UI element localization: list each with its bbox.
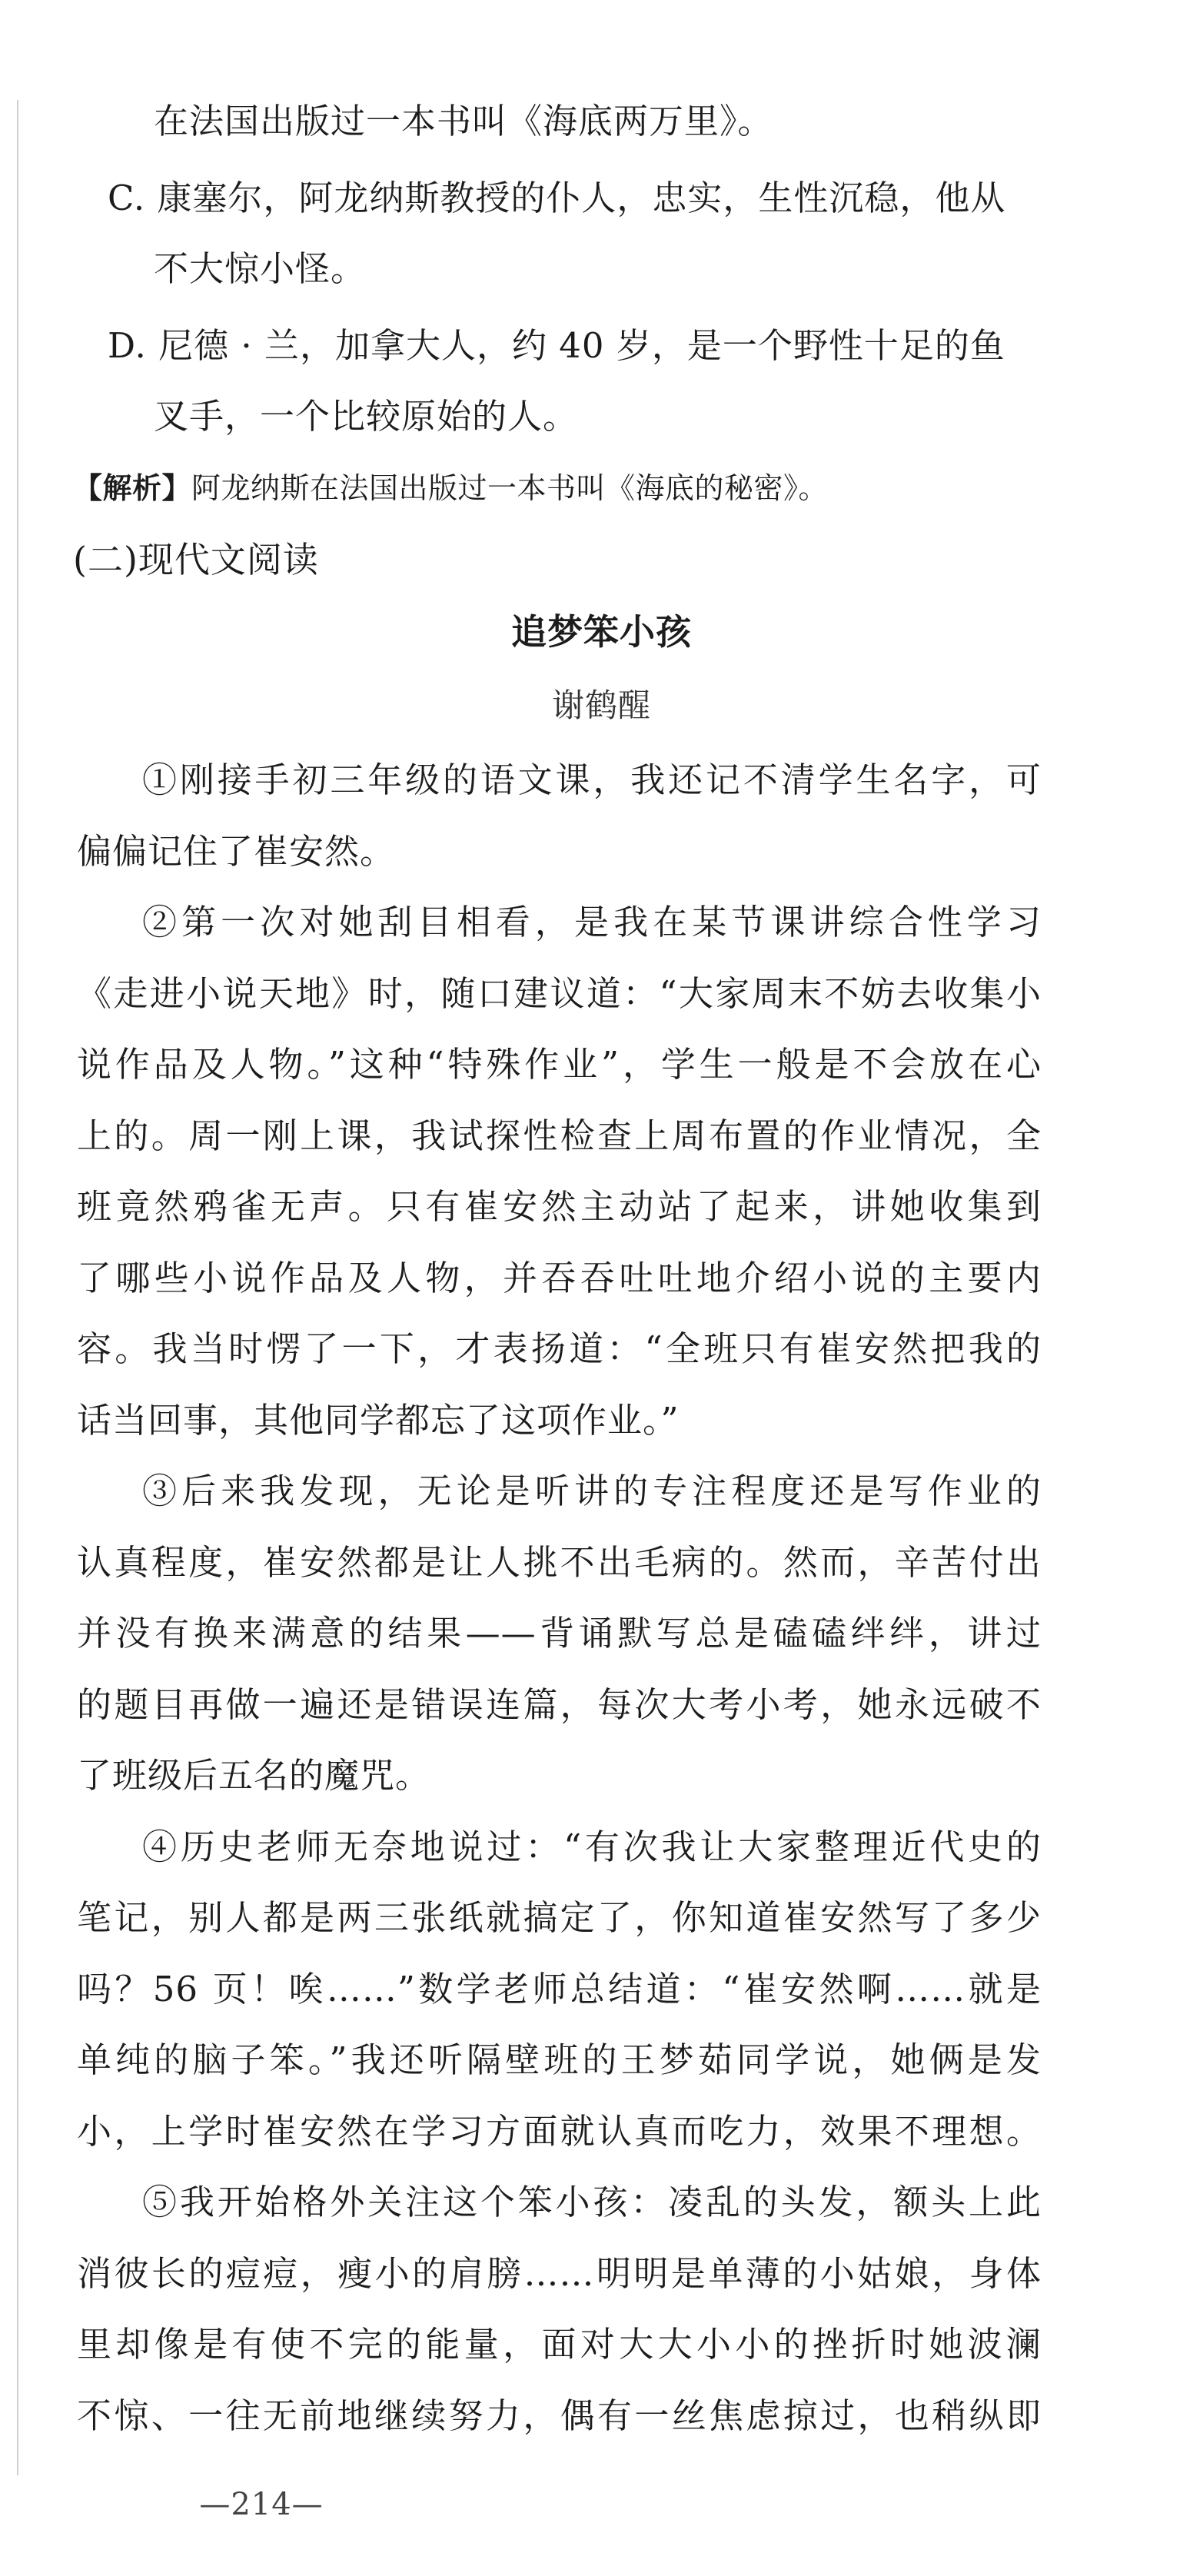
option-d-line1: D. 尼德 · 兰，加拿大人，约 40 岁，是一个野性十足的鱼 [108,325,1005,366]
option-c-line1: C. 康塞尔，阿龙纳斯教授的仆人，忠实，生性沉稳，他从 [108,178,1006,218]
article-line: 偏偏记住了崔安然。 [77,831,396,872]
article-line: 并没有换来满意的结果——背诵默写总是磕磕绊绊，讲过 [77,1613,1042,1654]
article-line: 认真程度，崔安然都是让人挑不出毛病的。然而，辛苦付出 [77,1542,1042,1583]
article-line: 班竟然鸦雀无声。只有崔安然主动站了起来，讲她收集到 [77,1186,1042,1227]
article-line: 不惊、一往无前地继续努力，偶有一丝焦虑掠过，也稍纵即 [77,2395,1042,2436]
option-b-continued: 在法国出版过一本书叫《海底两万里》。 [154,101,773,141]
analysis-text: 阿龙纳斯在法国出版过一本书叫《海底的秘密》。 [191,471,829,505]
article-line: 了哪些小说作品及人物，并吞吞吐吐地介绍小说的主要内 [77,1258,1042,1298]
article-line: ③后来我发现，无论是听讲的专注程度还是写作业的 [142,1471,1042,1511]
article-line: ②第一次对她刮目相看，是我在某节课讲综合性学习 [142,902,1042,942]
article-line: 上的。周一刚上课，我试探性检查上周布置的作业情况，全 [77,1115,1042,1156]
article-line: ①刚接手初三年级的语文课，我还记不清学生名字，可 [142,760,1042,800]
article-author: 谢鹤醒 [551,686,651,724]
option-c-line2: 不大惊小怪。 [154,248,367,289]
article-line: 消彼长的痘痘，瘦小的肩膀……明明是单薄的小姑娘，身体 [77,2253,1042,2294]
article-line: ④历史老师无奈地说过：“有次我让大家整理近代史的 [142,1826,1042,1867]
page-number: —214— [199,2487,324,2522]
article-line: 吗？56 页！唉……”数学老师总结道：“崔安然啊……就是 [77,1969,1042,2009]
article-line: 容。我当时愣了一下，才表扬道：“全班只有崔安然把我的 [77,1328,1042,1369]
article-line: 里却像是有使不完的能量，面对大大小小的挫折时她波澜 [77,2324,1042,2365]
article-line: 了班级后五名的魔咒。 [77,1755,431,1796]
section-heading: (二)现代文阅读 [73,539,319,580]
article-title: 追梦笨小孩 [511,611,692,653]
article-line: 单纯的脑子笨。”我还听隔壁班的王梦茹同学说，她俩是发 [77,2039,1042,2080]
article-line: ⑤我开始格外关注这个笨小孩：凌乱的头发，额头上此 [142,2182,1042,2222]
article-line: 《走进小说天地》时，随口建议道：“大家周末不妨去收集小 [77,973,1042,1014]
article-line: 小，上学时崔安然在学习方面就认真而吃力，效果不理想。 [77,2111,1042,2152]
margin-rule [17,100,18,2475]
article-line: 说作品及人物。”这种“特殊作业”，学生一般是不会放在心 [77,1044,1042,1085]
analysis [73,465,828,511]
article-line: 的题目再做一遍还是错误连篇，每次大考小考，她永远破不 [77,1684,1042,1725]
article-line: 笔记，别人都是两三张纸就搞定了，你知道崔安然写了多少 [77,1897,1042,1938]
option-d-line2: 叉手，一个比较原始的人。 [154,396,579,437]
article-line: 话当回事，其他同学都忘了这项作业。” [77,1400,680,1441]
analysis-tag: 【解析】 [73,470,192,505]
